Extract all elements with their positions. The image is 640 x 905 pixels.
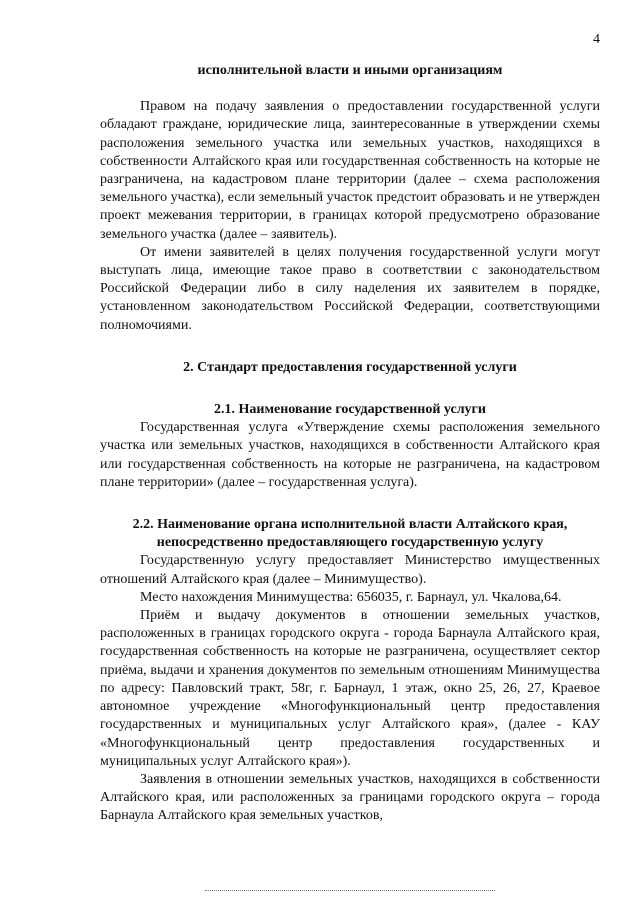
intro-paragraph-1: Правом на подачу заявления о предоставлении государственной услуги обладают граждане, юридические лица, заинтересованные в утверждении схемы расположения земельного участка или земельных участков, находящихся в собственности Алтайского края или государственная собственность на которые не разграничена, на кадастровом плане территории (далее – схема расположения земельного участка), если земельный участок предстоит образовать и не утвержден проект межевания территории, в границах которой предусмотрено образование земельного участка (далее – заявитель). bbox=[100, 99, 600, 242]
section-2-2-heading-line-2: непосредственно предоставляющего государственную услугу bbox=[156, 535, 544, 551]
section-2-2-heading-line-1: 2.2. Наименование органа исполнительной власти Алтайского края, bbox=[132, 517, 568, 533]
section-2-2-paragraph-4: Заявления в отношении земельных участков, находящихся в собственности Алтайского края, или расположенных за границами городского округа – города Барнаула Алтайского края земельных участков, bbox=[100, 771, 600, 824]
section-2-2-paragraph-2: Место нахождения Минимущества: 656035, г. Барнаул, ул. Чкалова,64. bbox=[140, 589, 562, 605]
section-2-2-paragraph-1: Государственную услугу предоставляет Министерство имущественных отношений Алтайского края (далее – Минимущество). bbox=[100, 553, 600, 587]
document-body bbox=[100, 62, 600, 826]
section-2-heading: 2. Стандарт предоставления государственной услуги bbox=[183, 359, 517, 375]
page-number: 4 bbox=[593, 32, 600, 47]
section-2-1-paragraph: Государственная услуга «Утверждение схемы расположения земельного участка или земельных участков, находящихся в собственности Алтайского края или государственная собственность на которые не разграничена, на кадастровом плане территории» (далее – государственная услуга). bbox=[100, 420, 600, 490]
bottom-divider bbox=[205, 890, 495, 891]
section-2-1-heading: 2.1. Наименование государственной услуги bbox=[214, 402, 486, 418]
intro-heading: исполнительной власти и иными организациям bbox=[197, 63, 503, 78]
section-2-2-paragraph-3: Приём и выдачу документов в отношении земельных участков, расположенных в границах городского округа - города Барнаула Алтайского края, государственная собственность на которые не разграничена, осуществляет сектор приёма, выдачи и хранения документов по земельным отношениям Минимущества по адресу: Павловский тракт, 58г, г. Барнаул, 1 этаж, окно 25, 26, 27, Краевое автономное учреждение «Многофункциональный центр предоставления государственных и муниципальных услуг Алтайского края», (далее - КАУ «Многофункциональный центр предоставления государственных и муниципальных услуг Алтайского края»). bbox=[100, 608, 600, 769]
intro-paragraph-2: От имени заявителей в целях получения государственной услуги могут выступать лица, имеющие такое право в соответствии с законодательством Российской Федерации либо в силу наделения их заявителем в порядке, установленном законодательством Российской Федерации, соответствующими полномочиями. bbox=[100, 244, 600, 333]
